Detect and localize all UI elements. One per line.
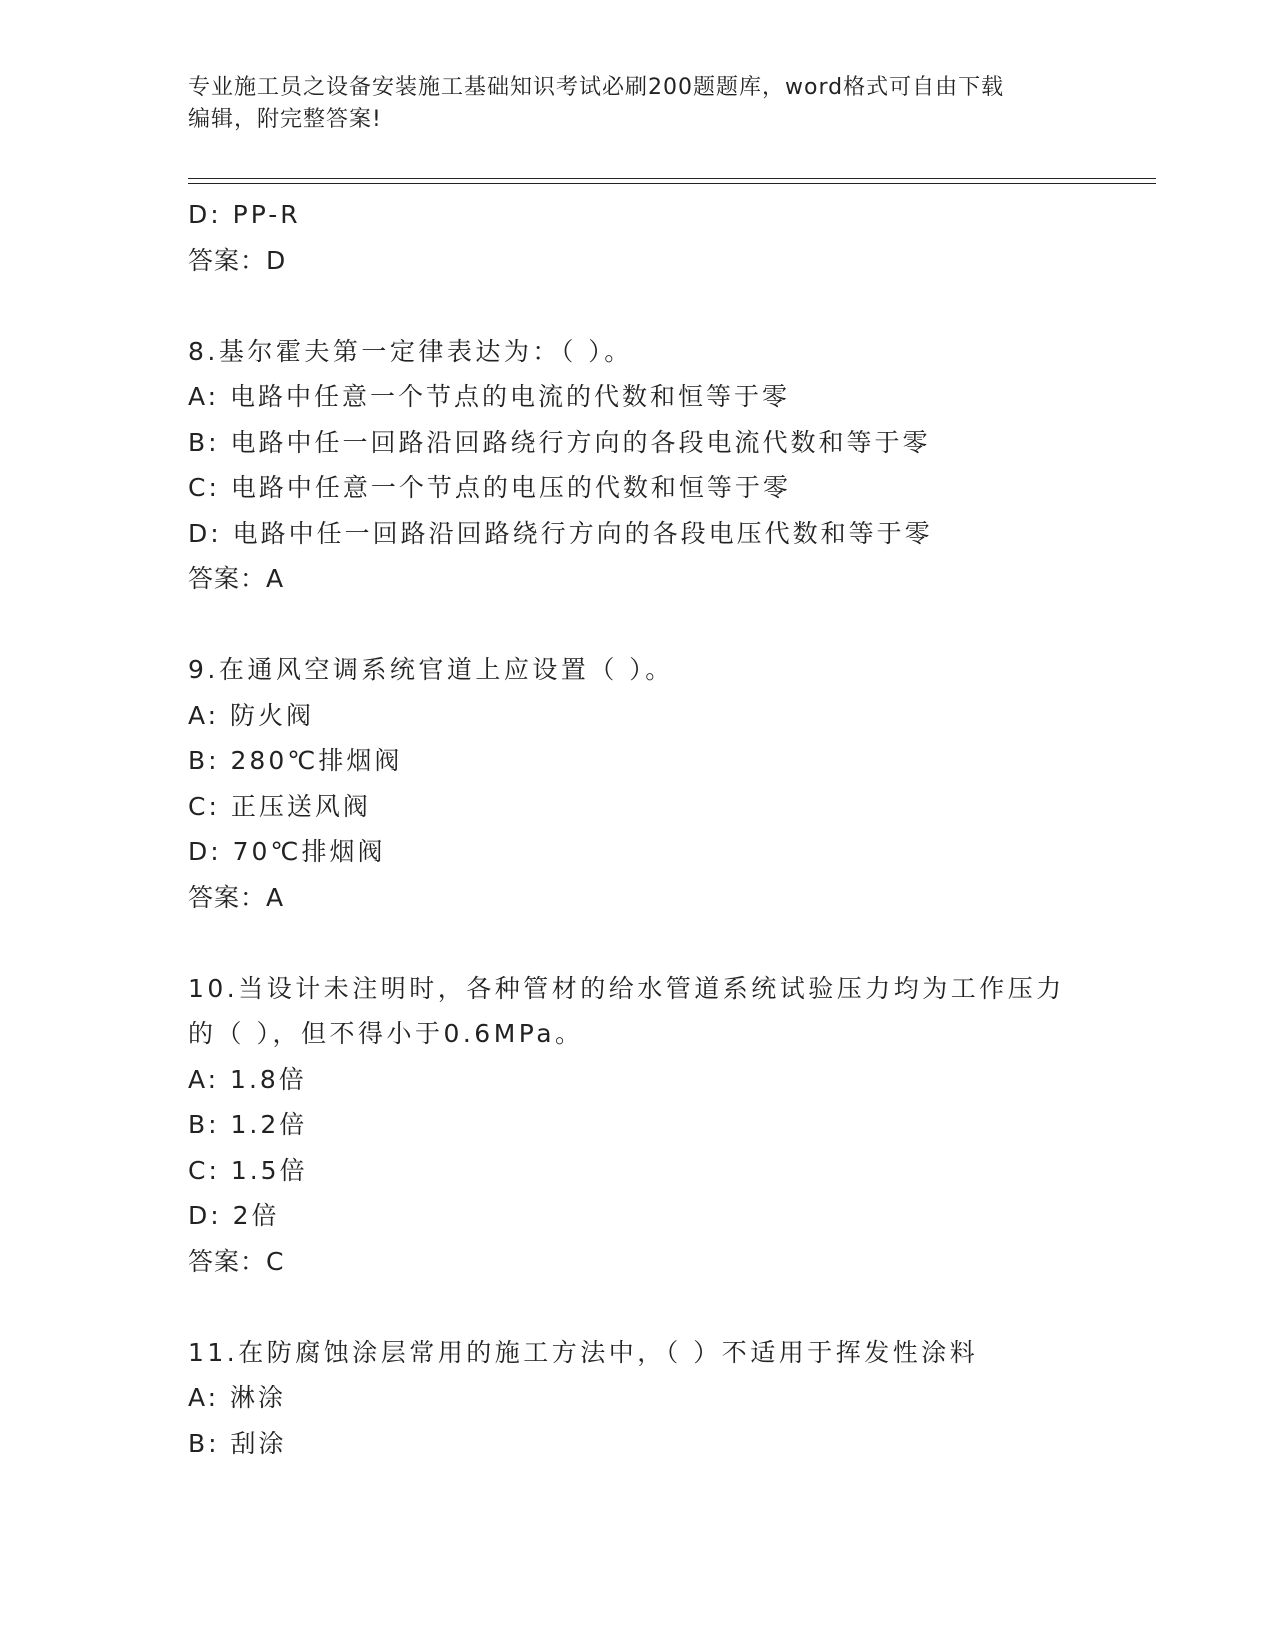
question-block-11 bbox=[188, 1330, 1156, 1467]
option-b: B: 刮涂 bbox=[188, 1428, 287, 1458]
option-d: D: 2倍 bbox=[188, 1201, 280, 1230]
option-b: B: 280℃排烟阀 bbox=[188, 746, 403, 775]
question-text: 8.基尔霍夫第一定律表达为：（ ）。 bbox=[188, 336, 633, 366]
spacer bbox=[188, 920, 1156, 966]
option-a: A: 电路中任意一个节点的电流的代数和恒等于零 bbox=[188, 382, 791, 411]
option-d: D: 70℃排烟阀 bbox=[188, 837, 386, 866]
question-list bbox=[188, 192, 1156, 1466]
document-header bbox=[188, 72, 1088, 136]
question-text: 10.当设计未注明时，各种管材的给水管道系统试验压力均为工作压力 bbox=[188, 973, 1065, 1003]
option-a: A: 防火阀 bbox=[188, 700, 315, 730]
option-a: A: 淋涂 bbox=[188, 1383, 287, 1412]
answer-line: 答案：C bbox=[188, 1246, 285, 1276]
question-text-continued: 的（ ），但不得小于0.6MPa。 bbox=[188, 1019, 584, 1048]
question-block-8 bbox=[188, 329, 1156, 602]
header-divider-bottom bbox=[188, 183, 1156, 184]
question-block-10 bbox=[188, 966, 1156, 1285]
option-b: B: 1.2倍 bbox=[188, 1110, 308, 1139]
spacer bbox=[188, 1284, 1156, 1330]
answer-line: 答案：A bbox=[188, 564, 285, 593]
answer-line: 答案：A bbox=[188, 882, 285, 912]
question-block-9 bbox=[188, 647, 1156, 920]
question-block-7 bbox=[188, 192, 1156, 283]
option-d: D: PP-R bbox=[188, 200, 301, 229]
spacer bbox=[188, 283, 1156, 329]
question-text: 11.在防腐蚀涂层常用的施工方法中，（ ）不适用于挥发性涂料 bbox=[188, 1337, 979, 1367]
option-b: B: 电路中任一回路沿回路绕行方向的各段电流代数和等于零 bbox=[188, 427, 931, 457]
option-c: C: 电路中任意一个节点的电压的代数和恒等于零 bbox=[188, 473, 791, 502]
option-c: C: 正压送风阀 bbox=[188, 791, 371, 821]
header-line-1: 专业施工员之设备安装施工基础知识考试必刷200题题库，word格式可自由下载 bbox=[188, 75, 1005, 100]
option-c: C: 1.5倍 bbox=[188, 1155, 308, 1185]
option-a: A: 1.8倍 bbox=[188, 1064, 307, 1094]
question-text: 9.在通风空调系统官道上应设置（ ）。 bbox=[188, 655, 674, 684]
answer-line: 答案：D bbox=[188, 245, 287, 275]
header-line-2: 编辑，附完整答案! bbox=[188, 107, 382, 132]
header-divider-top bbox=[188, 178, 1156, 179]
option-d: D: 电路中任一回路沿回路绕行方向的各段电压代数和等于零 bbox=[188, 518, 933, 548]
spacer bbox=[188, 602, 1156, 648]
